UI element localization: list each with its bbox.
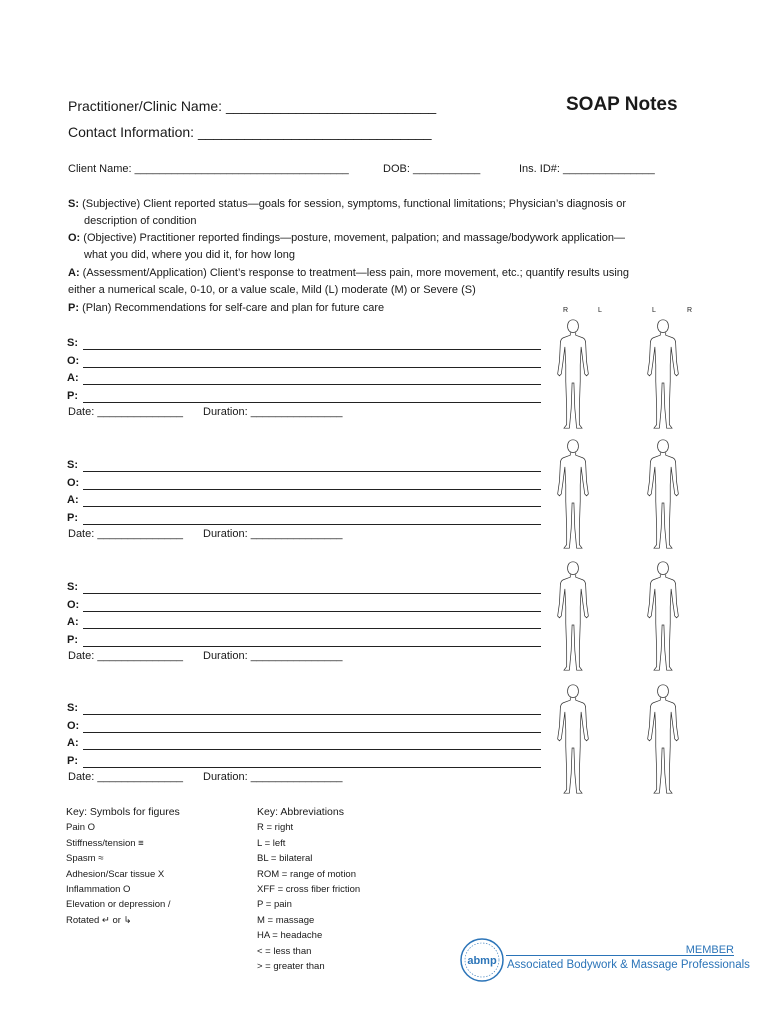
session-o-label: O: — [67, 719, 80, 732]
key-abbrev-item: P = pain — [257, 899, 292, 911]
session-p-line[interactable] — [83, 402, 541, 403]
client-name-field[interactable]: Client Name: ___________________________________ — [68, 163, 349, 175]
session-duration-field[interactable]: Duration: _______________ — [203, 406, 343, 418]
key-symbol-item: Rotated ↵ or ↳ — [66, 914, 132, 926]
session-p-label: P: — [67, 754, 78, 767]
key-symbol-item: Inflammation O — [66, 884, 131, 896]
session-o-line[interactable] — [83, 367, 541, 368]
member-label: MEMBER — [685, 944, 734, 956]
session-a-label: A: — [67, 372, 79, 384]
session-s-line[interactable] — [83, 349, 541, 350]
front-body-figure[interactable] — [552, 683, 594, 795]
letter-o: O: — [68, 232, 81, 244]
session-p-label: P: — [67, 633, 78, 646]
session-s-line[interactable] — [83, 714, 541, 715]
instruction-s-text: (Subjective) Client reported status—goals for session, symptoms, functional limitations; Physician’s diagnosis or — [82, 198, 626, 210]
session-o-label: O: — [67, 476, 80, 489]
letter-s: S: — [68, 198, 79, 210]
session-s-label: S: — [67, 581, 78, 593]
key-abbrev-item: BL = bilateral — [257, 853, 313, 865]
key-abbrev-item: > = greater than — [257, 961, 325, 973]
session-p-label: P: — [67, 511, 78, 524]
back-body-figure[interactable] — [642, 438, 684, 550]
key-symbol-item: Pain O — [66, 822, 96, 834]
key-symbol-item: Elevation or depression / — [66, 899, 171, 911]
back-left-label: L — [652, 307, 656, 314]
letter-a: A: — [68, 267, 80, 279]
front-left-label: L — [598, 307, 602, 314]
session-a-label: A: — [67, 616, 79, 628]
key-abbrev-item: M = massage — [257, 914, 315, 926]
session-p-label: P: — [67, 389, 78, 402]
session-date-field[interactable]: Date: ______________ — [68, 406, 183, 418]
session-a-label: A: — [67, 737, 79, 749]
session-a-line[interactable] — [83, 628, 541, 629]
session-o-line[interactable] — [83, 611, 541, 612]
session-s-line[interactable] — [83, 593, 541, 594]
key-symbol-item: Adhesion/Scar tissue X — [66, 868, 165, 880]
back-body-figure[interactable] — [642, 318, 684, 430]
session-p-line[interactable] — [83, 646, 541, 647]
session-o-line[interactable] — [83, 489, 541, 490]
session-a-label: A: — [67, 494, 79, 506]
back-right-label: R — [687, 307, 693, 314]
key-symbol-item: Spasm ≈ — [66, 853, 104, 865]
key-symbols — [66, 805, 180, 928]
instruction-s — [68, 196, 626, 214]
letter-p: P: — [68, 302, 79, 314]
instruction-a — [68, 265, 629, 283]
session-date-field[interactable]: Date: ______________ — [68, 771, 183, 783]
session-a-line[interactable] — [83, 506, 541, 507]
session-a-line[interactable] — [83, 384, 541, 385]
key-abbrev-item: L = left — [257, 837, 286, 849]
instruction-p-text: (Plan) Recommendations for self-care and plan for future care — [82, 302, 385, 314]
key-symbols-title: Key: Symbols for figures — [66, 806, 180, 818]
key-abbrev-item: < = less than — [257, 945, 312, 957]
key-abbrev-item: R = right — [257, 822, 294, 834]
session-s-label: S: — [67, 337, 78, 349]
back-body-figure[interactable] — [642, 560, 684, 672]
session-s-line[interactable] — [83, 471, 541, 472]
key-abbreviations — [257, 805, 360, 974]
session-s-label: S: — [67, 702, 78, 714]
abmp-logo-text: abmp — [467, 955, 497, 967]
contact-field[interactable]: Contact Information: ______________________________ — [68, 124, 432, 140]
session-date-field[interactable]: Date: ______________ — [68, 650, 183, 662]
session-o-label: O: — [67, 354, 80, 367]
front-right-label: R — [563, 307, 569, 314]
session-o-line[interactable] — [83, 732, 541, 733]
instruction-s-text-2: description of condition — [84, 215, 197, 227]
practitioner-field[interactable]: Practitioner/Clinic Name: ___________________________ — [68, 98, 437, 114]
abmp-logo — [458, 936, 506, 984]
session-duration-field[interactable]: Duration: _______________ — [203, 771, 343, 783]
instruction-o-text: (Objective) Practitioner reported findings—posture, movement, palpation; and massage/bodywork application— — [83, 232, 626, 244]
key-symbol-item: Stiffness/tension ≡ — [66, 837, 144, 849]
session-duration-field[interactable]: Duration: _______________ — [203, 650, 343, 662]
key-abbrev-item: ROM = range of motion — [257, 868, 357, 880]
dob-field[interactable]: DOB: ___________ — [383, 163, 481, 175]
instruction-p — [68, 300, 384, 318]
ins-id-field[interactable]: Ins. ID#: _______________ — [519, 163, 655, 175]
instruction-o — [68, 230, 625, 248]
session-p-line[interactable] — [83, 767, 541, 768]
instruction-a-text-2: either a numerical scale, 0-10, or a value scale, Mild (L) moderate (M) or Severe (S) — [68, 284, 476, 296]
session-p-line[interactable] — [83, 524, 541, 525]
page-title: SOAP Notes — [566, 94, 678, 115]
front-body-figure[interactable] — [552, 438, 594, 550]
session-o-label: O: — [67, 598, 80, 611]
session-duration-field[interactable]: Duration: _______________ — [203, 528, 343, 540]
key-abbrev-item: HA = headache — [257, 930, 323, 942]
back-body-figure[interactable] — [642, 683, 684, 795]
session-date-field[interactable]: Date: ______________ — [68, 528, 183, 540]
front-body-figure[interactable] — [552, 560, 594, 672]
key-abbrev-item: XFF = cross fiber friction — [257, 884, 361, 896]
session-s-label: S: — [67, 459, 78, 471]
org-name: Associated Bodywork & Massage Professionals — [507, 959, 750, 971]
front-body-figure[interactable] — [552, 318, 594, 430]
instruction-a-text: (Assessment/Application) Client’s response to treatment—less pain, more movement, etc.; quantify results using — [82, 267, 630, 279]
key-abbrev-title: Key: Abbreviations — [257, 806, 344, 818]
session-a-line[interactable] — [83, 749, 541, 750]
instruction-o-text-2: what you did, where you did it, for how long — [84, 249, 295, 261]
